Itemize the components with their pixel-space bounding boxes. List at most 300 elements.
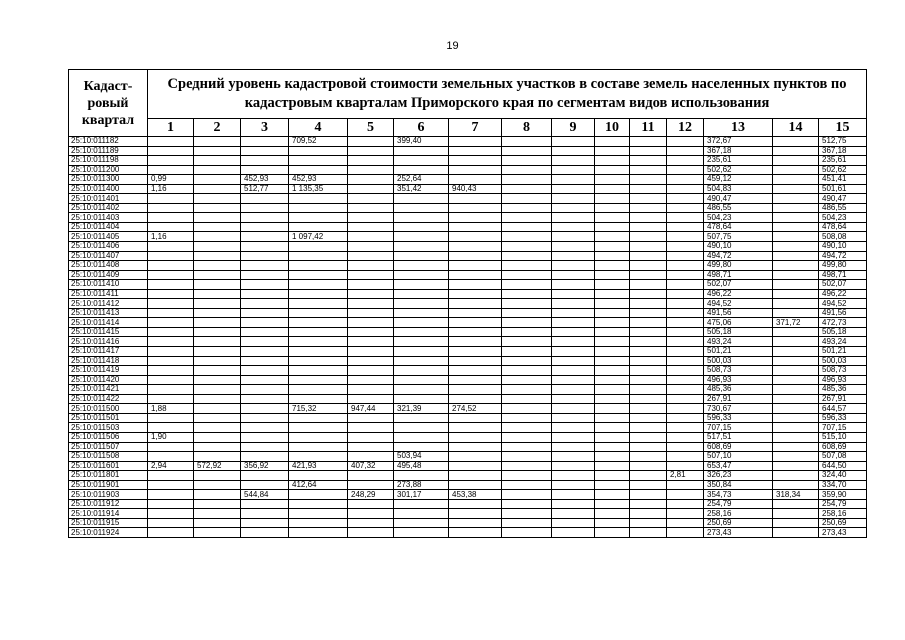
value-cell	[667, 499, 704, 509]
value-cell	[194, 423, 241, 433]
value-cell	[194, 366, 241, 376]
value-cell	[630, 299, 667, 309]
value-cell	[449, 337, 502, 347]
value-cell	[449, 385, 502, 395]
value-cell	[773, 394, 819, 404]
value-cell	[595, 270, 630, 280]
cadastral-code: 25:10:011182	[69, 137, 148, 147]
value-cell	[289, 213, 348, 223]
value-cell	[502, 289, 552, 299]
value-cell	[348, 394, 394, 404]
value-cell	[394, 146, 449, 156]
value-cell	[241, 222, 289, 232]
value-cell	[773, 375, 819, 385]
cadastral-code: 25:10:011412	[69, 299, 148, 309]
cadastral-code: 25:10:011401	[69, 194, 148, 204]
value-cell	[667, 299, 704, 309]
value-cell	[552, 518, 595, 528]
value-cell	[595, 385, 630, 395]
value-cell	[502, 270, 552, 280]
value-cell: 504,83	[704, 184, 773, 194]
value-cell	[348, 356, 394, 366]
cadastral-code: 25:10:011406	[69, 242, 148, 252]
value-cell: 508,08	[819, 232, 867, 242]
value-cell	[241, 432, 289, 442]
value-cell	[348, 375, 394, 385]
value-cell	[630, 394, 667, 404]
value-cell	[502, 222, 552, 232]
value-cell	[630, 156, 667, 166]
value-cell	[348, 184, 394, 194]
cadastral-code: 25:10:011408	[69, 261, 148, 271]
value-cell	[773, 308, 819, 318]
value-cell	[394, 337, 449, 347]
value-cell: 478,64	[704, 222, 773, 232]
value-cell: 490,10	[819, 242, 867, 252]
value-cell: 407,32	[348, 461, 394, 471]
value-cell	[502, 184, 552, 194]
value-cell	[289, 366, 348, 376]
value-cell	[394, 280, 449, 290]
value-cell	[241, 499, 289, 509]
value-cell: 512,75	[819, 137, 867, 147]
value-cell	[552, 156, 595, 166]
value-cell	[289, 499, 348, 509]
value-cell	[667, 356, 704, 366]
cadastral-code: 25:10:011404	[69, 222, 148, 232]
value-cell: 472,73	[819, 318, 867, 328]
value-cell: 499,80	[704, 261, 773, 271]
value-cell	[289, 156, 348, 166]
value-cell	[773, 442, 819, 452]
value-cell	[241, 308, 289, 318]
value-cell	[148, 213, 194, 223]
value-cell	[502, 327, 552, 337]
value-cell	[194, 270, 241, 280]
value-cell	[595, 146, 630, 156]
value-cell	[595, 175, 630, 185]
value-cell	[502, 280, 552, 290]
value-cell	[502, 499, 552, 509]
value-cell	[667, 137, 704, 147]
value-cell	[289, 413, 348, 423]
value-cell	[595, 480, 630, 490]
value-cell	[194, 327, 241, 337]
cadastral-code: 25:10:011413	[69, 308, 148, 318]
value-cell	[630, 366, 667, 376]
value-cell	[552, 423, 595, 433]
value-cell	[502, 356, 552, 366]
value-cell	[502, 528, 552, 538]
value-cell	[148, 289, 194, 299]
value-cell	[630, 289, 667, 299]
value-cell	[148, 413, 194, 423]
value-cell: 452,93	[289, 175, 348, 185]
value-cell	[449, 528, 502, 538]
cadastral-code: 25:10:011915	[69, 518, 148, 528]
value-cell	[194, 184, 241, 194]
value-cell	[773, 165, 819, 175]
value-cell	[289, 261, 348, 271]
value-cell: 498,71	[819, 270, 867, 280]
value-cell	[773, 289, 819, 299]
value-cell	[552, 337, 595, 347]
value-cell: 495,48	[394, 461, 449, 471]
value-cell	[630, 518, 667, 528]
table-row	[69, 299, 867, 309]
value-cell	[595, 528, 630, 538]
value-cell	[667, 194, 704, 204]
value-cell	[502, 156, 552, 166]
value-cell	[595, 366, 630, 376]
value-cell	[394, 318, 449, 328]
cadastral-quarter-header	[69, 70, 148, 137]
value-cell	[667, 203, 704, 213]
value-cell	[630, 413, 667, 423]
column-header: 13	[704, 119, 773, 137]
value-cell	[194, 499, 241, 509]
column-header: 11	[630, 119, 667, 137]
value-cell	[552, 394, 595, 404]
value-cell	[667, 337, 704, 347]
value-cell	[552, 146, 595, 156]
value-cell	[502, 385, 552, 395]
value-cell	[194, 471, 241, 481]
value-cell	[502, 318, 552, 328]
value-cell: 1 097,42	[289, 232, 348, 242]
value-cell	[552, 222, 595, 232]
value-cell	[773, 452, 819, 462]
value-cell	[552, 461, 595, 471]
value-cell	[394, 394, 449, 404]
value-cell	[194, 509, 241, 519]
value-cell: 1,88	[148, 404, 194, 414]
value-cell	[148, 318, 194, 328]
value-cell	[148, 356, 194, 366]
value-cell	[552, 251, 595, 261]
value-cell: 350,84	[704, 480, 773, 490]
table-row	[69, 203, 867, 213]
value-cell	[595, 156, 630, 166]
table-row	[69, 337, 867, 347]
value-cell	[348, 480, 394, 490]
value-cell: 491,56	[704, 308, 773, 318]
value-cell	[630, 213, 667, 223]
value-cell: 367,18	[819, 146, 867, 156]
value-cell	[630, 308, 667, 318]
cadastral-value-table	[68, 69, 867, 538]
value-cell: 453,38	[449, 490, 502, 500]
value-cell	[630, 480, 667, 490]
value-cell	[348, 442, 394, 452]
value-cell	[348, 232, 394, 242]
value-cell	[148, 423, 194, 433]
value-cell: 709,52	[289, 137, 348, 147]
value-cell	[449, 432, 502, 442]
value-cell	[449, 156, 502, 166]
value-cell	[348, 337, 394, 347]
value-cell	[502, 366, 552, 376]
value-cell: 494,52	[704, 299, 773, 309]
table-row	[69, 165, 867, 175]
value-cell	[595, 299, 630, 309]
page-number: 19	[446, 40, 459, 52]
value-cell	[449, 413, 502, 423]
value-cell: 399,40	[394, 137, 449, 147]
value-cell	[630, 270, 667, 280]
value-cell	[194, 194, 241, 204]
value-cell	[394, 327, 449, 337]
value-cell	[394, 203, 449, 213]
value-cell: 505,18	[819, 327, 867, 337]
value-cell: 500,03	[704, 356, 773, 366]
cadastral-code: 25:10:011501	[69, 413, 148, 423]
cadastral-code: 25:10:011200	[69, 165, 148, 175]
value-cell	[241, 528, 289, 538]
value-cell	[773, 432, 819, 442]
value-cell: 371,72	[773, 318, 819, 328]
value-cell: 504,23	[819, 213, 867, 223]
value-cell	[449, 509, 502, 519]
cadastral-code: 25:10:011507	[69, 442, 148, 452]
value-cell	[773, 528, 819, 538]
value-cell	[449, 137, 502, 147]
value-cell	[449, 280, 502, 290]
value-cell	[502, 308, 552, 318]
value-cell	[630, 461, 667, 471]
value-cell	[241, 156, 289, 166]
value-cell	[630, 509, 667, 519]
value-cell	[348, 165, 394, 175]
value-cell	[595, 232, 630, 242]
value-cell	[194, 356, 241, 366]
value-cell	[194, 308, 241, 318]
value-cell	[667, 404, 704, 414]
value-cell: 496,93	[819, 375, 867, 385]
value-cell: 254,79	[704, 499, 773, 509]
value-cell	[148, 490, 194, 500]
value-cell	[595, 289, 630, 299]
value-cell	[552, 289, 595, 299]
value-cell: 608,69	[819, 442, 867, 452]
value-cell	[552, 242, 595, 252]
value-cell	[148, 203, 194, 213]
value-cell	[773, 251, 819, 261]
value-cell	[595, 423, 630, 433]
value-cell	[502, 261, 552, 271]
value-cell	[630, 499, 667, 509]
value-cell	[595, 261, 630, 271]
value-cell	[773, 413, 819, 423]
value-cell	[595, 137, 630, 147]
value-cell	[595, 251, 630, 261]
value-cell	[773, 156, 819, 166]
value-cell	[552, 432, 595, 442]
value-cell	[289, 375, 348, 385]
value-cell	[241, 518, 289, 528]
value-cell	[773, 356, 819, 366]
value-cell: 2,94	[148, 461, 194, 471]
value-cell	[773, 194, 819, 204]
value-cell	[289, 251, 348, 261]
value-cell: 715,32	[289, 404, 348, 414]
value-cell	[289, 385, 348, 395]
table-row	[69, 289, 867, 299]
value-cell	[348, 499, 394, 509]
value-cell	[667, 156, 704, 166]
value-cell	[773, 385, 819, 395]
value-cell: 274,52	[449, 404, 502, 414]
value-cell	[289, 299, 348, 309]
value-cell: 486,55	[819, 203, 867, 213]
value-cell: 1,90	[148, 432, 194, 442]
cadastral-code: 25:10:011418	[69, 356, 148, 366]
cadastral-code: 25:10:011421	[69, 385, 148, 395]
column-number-row	[69, 119, 867, 137]
value-cell	[552, 404, 595, 414]
cadastral-code: 25:10:011198	[69, 156, 148, 166]
value-cell: 490,47	[819, 194, 867, 204]
value-cell	[552, 194, 595, 204]
value-cell	[449, 423, 502, 433]
value-cell	[667, 461, 704, 471]
column-header: 12	[667, 119, 704, 137]
value-cell	[595, 242, 630, 252]
value-cell	[773, 347, 819, 357]
value-cell	[348, 137, 394, 147]
value-cell	[667, 308, 704, 318]
value-cell	[630, 452, 667, 462]
column-header: 1	[148, 119, 194, 137]
value-cell	[552, 347, 595, 357]
table-row	[69, 213, 867, 223]
value-cell	[194, 318, 241, 328]
value-cell	[667, 375, 704, 385]
value-cell	[241, 452, 289, 462]
table-row	[69, 280, 867, 290]
value-cell	[773, 213, 819, 223]
value-cell	[667, 509, 704, 519]
value-cell	[595, 356, 630, 366]
value-cell	[449, 356, 502, 366]
value-cell	[773, 366, 819, 376]
value-cell	[667, 261, 704, 271]
value-cell: 354,73	[704, 490, 773, 500]
table-title	[148, 70, 867, 119]
value-cell	[630, 471, 667, 481]
value-cell	[148, 471, 194, 481]
column-header: 8	[502, 119, 552, 137]
table-row	[69, 423, 867, 433]
value-cell	[773, 299, 819, 309]
value-cell	[667, 480, 704, 490]
value-cell	[595, 280, 630, 290]
cadastral-code: 25:10:011914	[69, 509, 148, 519]
value-cell	[552, 137, 595, 147]
value-cell: 0,99	[148, 175, 194, 185]
value-cell: 947,44	[348, 404, 394, 414]
value-cell	[552, 452, 595, 462]
value-cell	[289, 528, 348, 538]
value-cell	[630, 385, 667, 395]
value-cell: 254,79	[819, 499, 867, 509]
table-row	[69, 471, 867, 481]
value-cell	[241, 165, 289, 175]
value-cell: 501,61	[819, 184, 867, 194]
value-cell: 496,22	[704, 289, 773, 299]
header-left-line3: квартал	[81, 112, 135, 128]
value-cell	[289, 280, 348, 290]
value-cell	[552, 203, 595, 213]
value-cell: 2,81	[667, 471, 704, 481]
table-row	[69, 518, 867, 528]
header-left-line1: Кадаст-	[83, 78, 133, 94]
value-cell	[502, 490, 552, 500]
cadastral-code: 25:10:011924	[69, 528, 148, 538]
value-cell	[394, 194, 449, 204]
value-cell: 452,93	[241, 175, 289, 185]
cadastral-code: 25:10:011407	[69, 251, 148, 261]
value-cell	[595, 203, 630, 213]
value-cell	[502, 203, 552, 213]
value-cell	[148, 242, 194, 252]
cadastral-code: 25:10:011400	[69, 184, 148, 194]
value-cell	[394, 413, 449, 423]
value-cell	[289, 518, 348, 528]
value-cell	[595, 222, 630, 232]
table-row	[69, 194, 867, 204]
value-cell	[289, 452, 348, 462]
value-cell: 490,47	[704, 194, 773, 204]
value-cell	[348, 213, 394, 223]
value-cell	[241, 404, 289, 414]
value-cell	[773, 232, 819, 242]
value-cell	[241, 327, 289, 337]
value-cell	[194, 232, 241, 242]
value-cell	[194, 452, 241, 462]
value-cell	[449, 499, 502, 509]
value-cell: 359,90	[819, 490, 867, 500]
value-cell	[394, 270, 449, 280]
table-row	[69, 356, 867, 366]
table-row	[69, 347, 867, 357]
value-cell	[148, 194, 194, 204]
value-cell	[595, 413, 630, 423]
value-cell	[241, 509, 289, 519]
value-cell	[194, 490, 241, 500]
value-cell	[449, 203, 502, 213]
value-cell	[630, 337, 667, 347]
value-cell	[667, 423, 704, 433]
value-cell	[630, 146, 667, 156]
value-cell	[502, 413, 552, 423]
value-cell: 372,67	[704, 137, 773, 147]
value-cell	[289, 222, 348, 232]
column-header: 9	[552, 119, 595, 137]
value-cell: 730,67	[704, 404, 773, 414]
value-cell	[241, 394, 289, 404]
value-cell	[502, 175, 552, 185]
value-cell	[348, 299, 394, 309]
value-cell	[449, 366, 502, 376]
value-cell	[667, 165, 704, 175]
value-cell	[595, 471, 630, 481]
table-row	[69, 461, 867, 471]
value-cell	[148, 499, 194, 509]
value-cell	[394, 242, 449, 252]
value-cell	[667, 327, 704, 337]
value-cell: 493,24	[819, 337, 867, 347]
